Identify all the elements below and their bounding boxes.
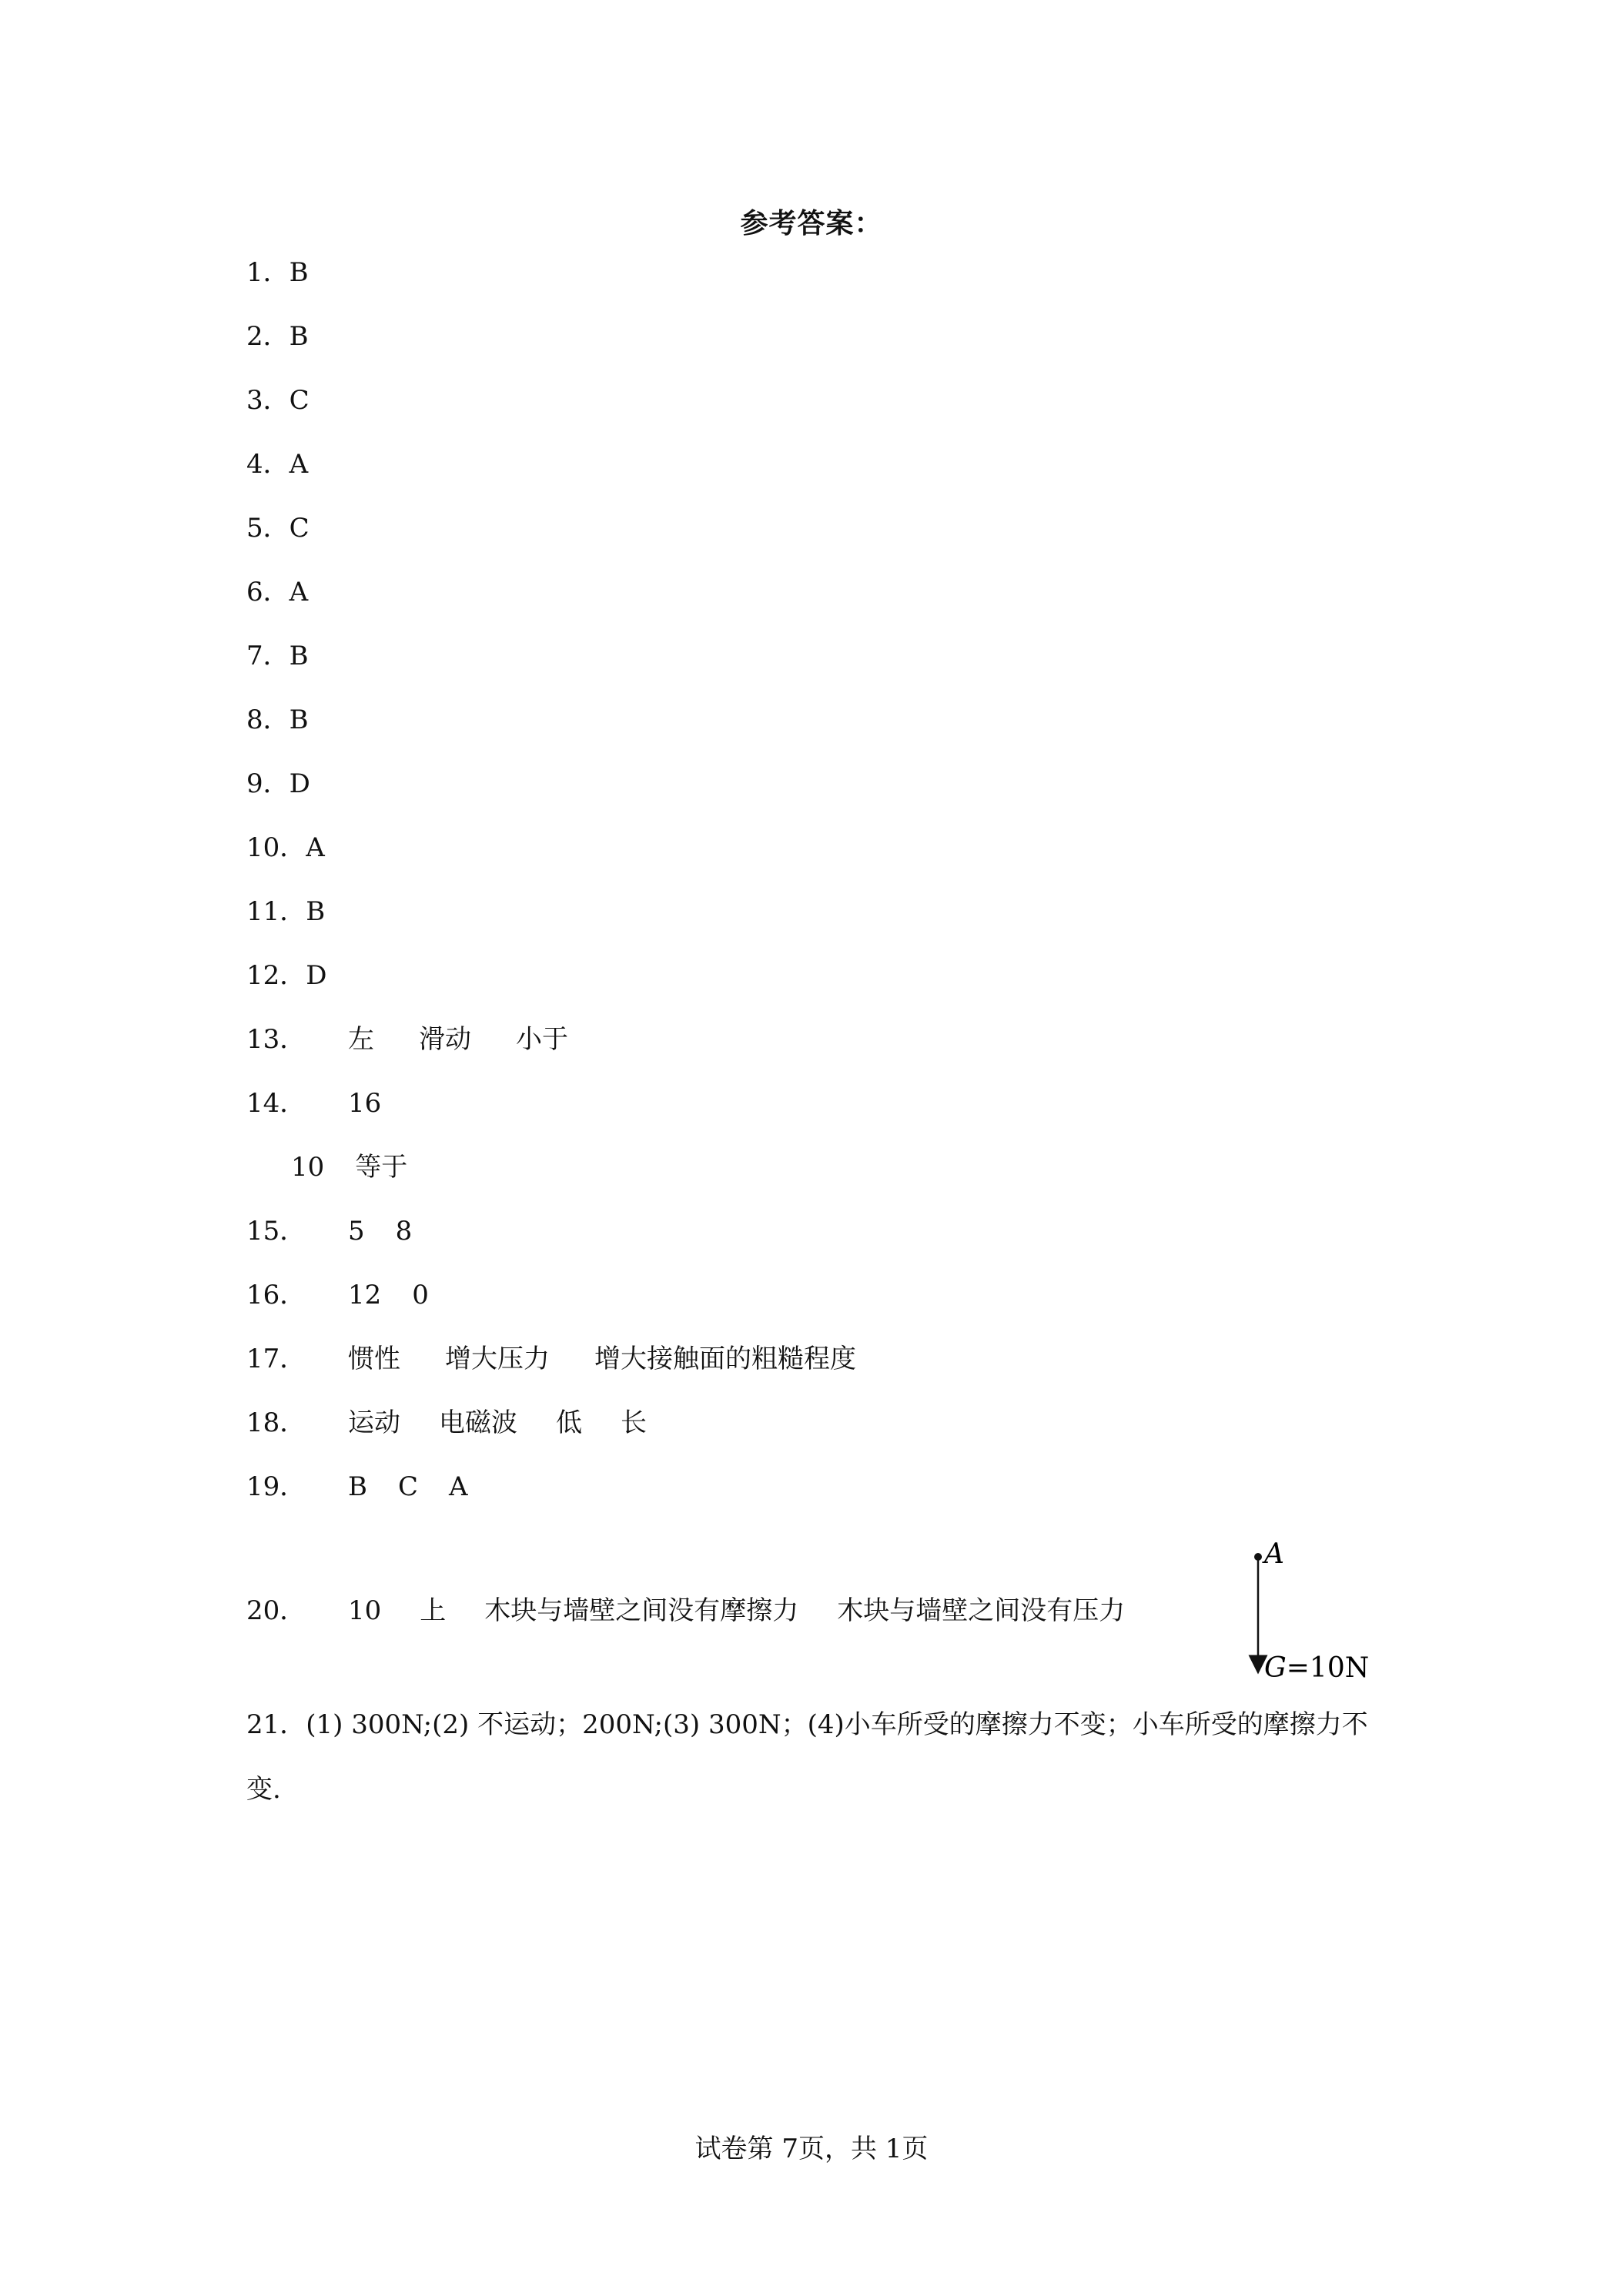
question-number: 12． <box>246 960 306 991</box>
question-number: 20． <box>246 1595 306 1626</box>
answer-value: A <box>289 449 309 480</box>
answer-value: C <box>289 513 310 544</box>
answer-value: A <box>289 577 309 607</box>
answer-group <box>348 1406 685 1440</box>
question-number: 13． <box>246 1024 306 1055</box>
answer-blank: 惯性 <box>348 1344 400 1374</box>
answer-row <box>246 831 325 865</box>
answer-blank: 小于 <box>516 1024 568 1055</box>
question-number: 16． <box>246 1280 306 1310</box>
answer-row-13 <box>246 1022 1401 1056</box>
question-number: 14． <box>246 1088 306 1119</box>
question-number: 11． <box>246 896 306 927</box>
answer-value: D <box>306 960 327 991</box>
question-number: 9． <box>246 768 289 799</box>
answer-group <box>348 1342 901 1376</box>
force-symbol: G <box>1264 1652 1287 1684</box>
answer-row <box>246 767 310 801</box>
answer-row <box>246 703 309 737</box>
answer-blank: C <box>398 1471 419 1502</box>
answer-row <box>246 959 327 992</box>
answer-value: B <box>306 896 326 927</box>
question-number: 7． <box>246 641 289 671</box>
answer-row-14-continued <box>291 1150 1061 1184</box>
answer-blank: B <box>348 1471 367 1502</box>
answer-blank: 长 <box>621 1407 647 1438</box>
answer-blank: 电磁波 <box>439 1407 517 1438</box>
question-number: 10． <box>246 832 306 863</box>
answer-value: A <box>306 832 325 863</box>
force-label <box>1264 1652 1369 1684</box>
answer-blank: 增大接触面的粗糙程度 <box>594 1344 856 1374</box>
question-number: 15． <box>246 1216 306 1247</box>
answer-blank: 运动 <box>348 1407 400 1438</box>
answer-row-20 <box>246 1594 1247 1628</box>
answer-blank: 10 <box>291 1152 325 1183</box>
answer-value: B <box>289 257 309 288</box>
answer-row <box>246 575 308 609</box>
answer-blank: 木块与墙壁之间没有压力 <box>837 1595 1126 1626</box>
force-value: =10N <box>1286 1652 1370 1684</box>
answer-group <box>348 1214 443 1248</box>
answer-row-17 <box>246 1342 1401 1376</box>
answer-blank: 滑动 <box>419 1024 471 1055</box>
page-footer: 试卷第 7页，共 1页 <box>694 2134 929 2164</box>
question-number: 18． <box>246 1407 306 1438</box>
answer-blank: 16 <box>348 1088 382 1119</box>
page-title: 参考答案： <box>740 207 883 239</box>
answer-row-16 <box>246 1278 1401 1312</box>
answer-value: B <box>289 705 309 735</box>
answer-blank: 左 <box>348 1024 374 1055</box>
question-number: 17． <box>246 1344 306 1374</box>
question-number: 5． <box>246 513 289 544</box>
answer-blank: 12 <box>348 1280 382 1310</box>
answer-blank: 0 <box>412 1280 429 1310</box>
answer-value: D <box>289 768 310 799</box>
answer-row-19 <box>246 1470 1401 1504</box>
answer-row <box>246 639 309 673</box>
answer-group <box>348 1470 499 1504</box>
question-number: 4． <box>246 449 289 480</box>
answer-value: B <box>289 321 309 352</box>
answer-row <box>246 447 308 481</box>
answer-text: (1) 300N;(2) 不运动；200N;(3) 300N；(4)小车所受的摩擦力不变；小车所受的摩擦力不变. <box>246 1709 1368 1805</box>
answer-group <box>348 1022 613 1056</box>
question-number: 8． <box>246 705 289 735</box>
question-number: 1． <box>246 257 289 288</box>
answer-row <box>246 895 325 929</box>
answer-blank: 低 <box>556 1407 582 1438</box>
answer-value: B <box>289 641 309 671</box>
answer-blank: 5 <box>348 1216 365 1247</box>
answer-row <box>246 320 309 353</box>
answer-blank: 10 <box>348 1595 382 1626</box>
answer-blank: 等于 <box>355 1152 408 1183</box>
answer-group <box>348 1278 460 1312</box>
answer-group <box>348 1594 1163 1628</box>
force-diagram <box>1232 1540 1463 1694</box>
answer-row-15 <box>246 1214 1401 1248</box>
answer-blank: 上 <box>420 1595 447 1626</box>
question-number: 2． <box>246 321 289 352</box>
answer-row-18 <box>246 1406 1401 1440</box>
answer-blank: 木块与墙壁之间没有摩擦力 <box>484 1595 799 1626</box>
answer-blank: 增大压力 <box>445 1344 550 1374</box>
answer-row-14 <box>246 1086 1401 1120</box>
answer-value: C <box>289 385 310 416</box>
question-number: 21． <box>246 1709 306 1740</box>
answer-row <box>246 383 310 417</box>
answer-row <box>246 511 310 545</box>
answer-blank: 8 <box>395 1216 413 1247</box>
point-a-label: A <box>1264 1540 1284 1570</box>
answer-row <box>246 256 309 290</box>
question-number: 3． <box>246 385 289 416</box>
answer-group <box>348 1086 426 1120</box>
question-number: 19． <box>246 1471 306 1502</box>
answer-blank: A <box>449 1471 468 1502</box>
question-number: 6． <box>246 577 289 607</box>
answer-row-21 <box>246 1692 1386 1822</box>
